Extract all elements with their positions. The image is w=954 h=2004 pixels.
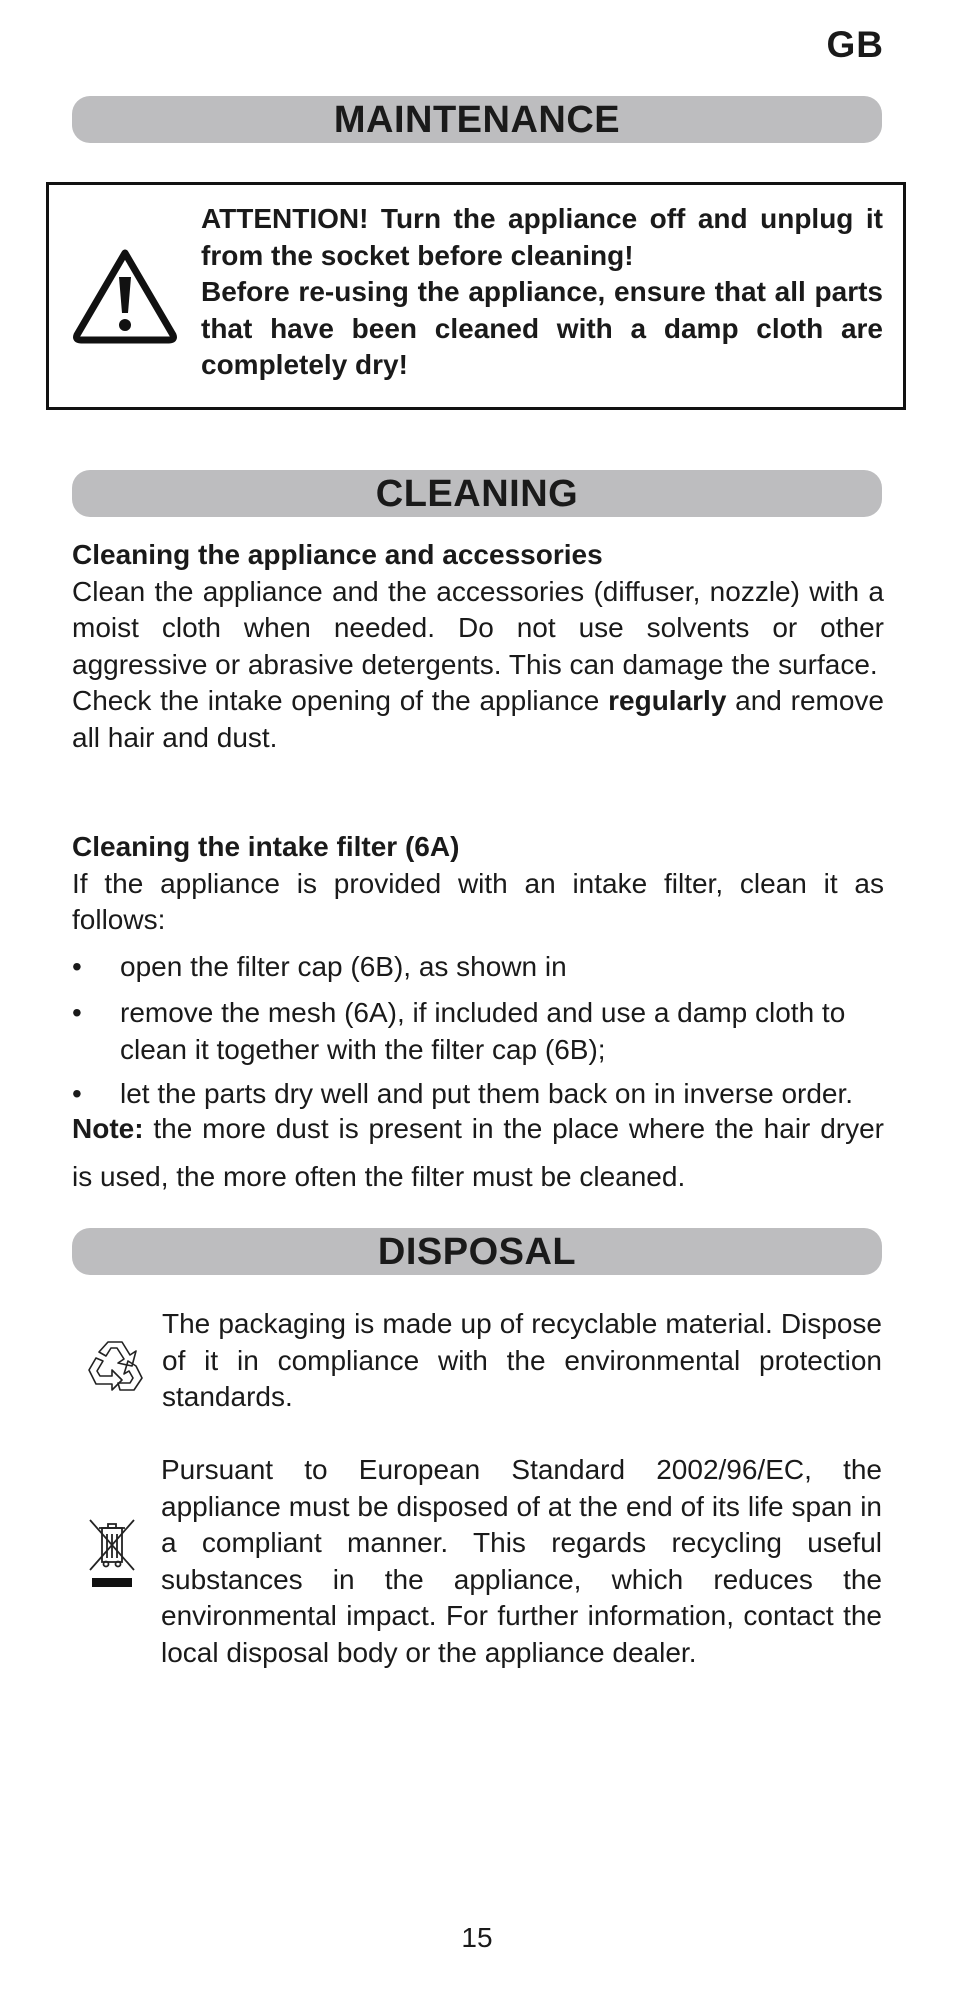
warning-triangle-icon — [71, 247, 179, 345]
cleaning-heading: CLEANING — [72, 470, 882, 517]
maintenance-heading: MAINTENANCE — [72, 96, 882, 143]
warning-text — [201, 201, 883, 384]
packaging-paragraph: The packaging is made up of recyclable material. Dispose of it in compliance with the environmental protection standards. — [162, 1308, 882, 1412]
cleaning-filter-subheading: Cleaning the intake filter (6A) — [72, 831, 460, 862]
packaging-text — [162, 1306, 882, 1416]
filter-steps-list — [72, 949, 884, 1113]
cleaning-appliance-section — [72, 537, 884, 756]
list-item — [72, 995, 884, 1068]
list-item — [72, 949, 884, 986]
bullet-icon: • — [72, 997, 82, 1028]
list-item-text: remove the mesh (6A), if included and use a damp cloth to clean it together with the filter cap (6B); — [120, 997, 846, 1065]
cleaning-filter-section — [72, 829, 884, 1201]
bullet-icon: • — [72, 1078, 82, 1109]
intake-check-text-end: and remove all hair and dust. — [72, 685, 885, 753]
warning-box — [46, 182, 906, 410]
note-text: the more dust is present in the place where the hair dryer is used, the more often the filter must be cleaned. — [72, 1112, 884, 1192]
recycle-icon — [84, 1336, 146, 1398]
list-item-text: let the parts dry well and put them back on in inverse order. — [120, 1078, 854, 1109]
crossed-out-bin-icon — [88, 1518, 136, 1590]
cleaning-appliance-paragraph: Clean the appliance and the accessories (diffuser, nozzle) with a moist cloth when needed. Do not use solvents or other aggressive or abrasive detergents. This can damage the surface. — [72, 575, 884, 680]
warning-line-1: ATTENTION! Turn the appliance off and unplug it from the socket before cleaning! — [201, 203, 883, 271]
page-number: 15 — [461, 1922, 493, 1953]
filter-note — [72, 1105, 884, 1201]
warning-line-2: Before re-using the appliance, ensure that all parts that have been cleaned with a damp cloth are completely dry! — [201, 276, 883, 380]
cleaning-appliance-subheading: Cleaning the appliance and accessories — [72, 539, 603, 570]
note-label: Note: — [72, 1112, 144, 1144]
language-code: GB — [826, 24, 884, 65]
disposal-heading: DISPOSAL — [72, 1228, 882, 1275]
weee-paragraph: Pursuant to European Standard 2002/96/EC, the appliance must be disposed of at the end of its life span in a compliant manner. This regards recycling useful substances in the appliance, which reduces the environmental impact. For further information, contact the local disposal body or the appliance dealer. — [161, 1454, 882, 1668]
list-item — [72, 1076, 884, 1113]
cleaning-filter-intro: If the appliance is provided with an intake filter, clean it as follows: — [72, 867, 884, 935]
list-item-text: open the filter cap (6B), as shown in — [120, 950, 567, 982]
intake-check-paragraph — [72, 683, 884, 756]
intake-check-emphasis: regularly — [608, 685, 727, 716]
intake-check-text: Check the intake opening of the appliance — [72, 685, 609, 716]
bullet-icon: • — [72, 950, 82, 982]
weee-text — [161, 1452, 882, 1671]
